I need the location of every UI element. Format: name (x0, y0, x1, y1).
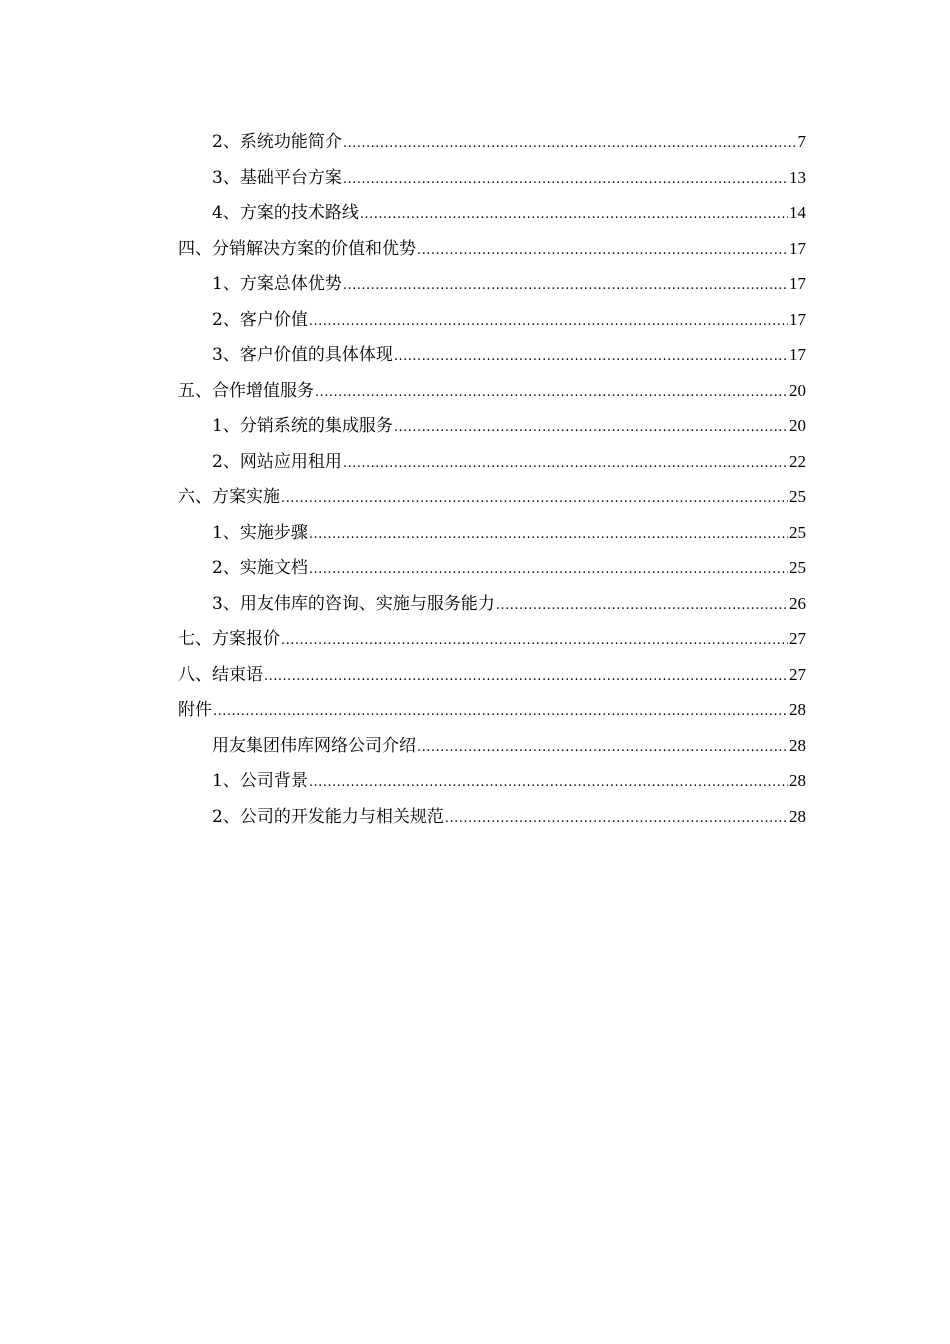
toc-entry[interactable] (178, 799, 806, 835)
toc-entry-title: 七、方案报价 (178, 629, 280, 649)
toc-dot-leader (281, 481, 788, 515)
toc-entry-page-number: 28 (789, 771, 806, 790)
toc-entry-page-number: 7 (797, 132, 806, 151)
toc-entry-page-number: 20 (789, 416, 806, 435)
toc-entry-title: 4、方案的技术路线 (212, 203, 359, 223)
toc-entry-title: 2、公司的开发能力与相关规范 (212, 806, 444, 827)
toc-entry-page-number: 17 (789, 238, 806, 258)
toc-entry-title: 1、实施步骤 (212, 522, 308, 543)
toc-entry-title: 八、结束语 (178, 664, 263, 685)
toc-dot-leader (343, 162, 788, 196)
toc-dot-leader (343, 126, 797, 160)
toc-entry-title: 2、客户价值 (212, 309, 308, 330)
toc-dot-leader (360, 197, 788, 231)
toc-entry-page-number: 28 (789, 806, 806, 826)
toc-entry-page-number: 25 (789, 487, 806, 506)
toc-entry[interactable] (178, 124, 806, 160)
toc-dot-leader (213, 694, 788, 728)
toc-entry-title: 2、实施文档 (212, 558, 308, 578)
toc-dot-leader (496, 588, 788, 622)
toc-entry-page-number: 25 (789, 522, 806, 542)
toc-entry-title: 1、公司背景 (212, 771, 308, 791)
toc-entry[interactable] (178, 657, 806, 693)
toc-entry[interactable] (178, 302, 806, 338)
toc-entry-title: 附件 (178, 700, 212, 720)
toc-dot-leader (281, 623, 788, 657)
toc-entry-page-number: 17 (789, 309, 806, 329)
toc-entry[interactable] (178, 231, 806, 267)
toc-entry-title: 2、网站应用租用 (212, 451, 342, 472)
toc-entry[interactable] (178, 266, 806, 302)
toc-dot-leader (264, 659, 788, 693)
toc-dot-leader (309, 765, 788, 799)
toc-entry-title: 3、基础平台方案 (212, 167, 342, 188)
toc-entry-title: 3、客户价值的具体体现 (212, 345, 393, 365)
toc-entry-page-number: 14 (789, 203, 806, 222)
toc-entry[interactable] (178, 479, 806, 515)
toc-entry[interactable] (178, 550, 806, 586)
toc-dot-leader (343, 446, 788, 480)
toc-entry[interactable] (178, 373, 806, 409)
toc-entry[interactable] (178, 515, 806, 551)
toc-entry[interactable] (178, 692, 806, 728)
toc-entry-page-number: 17 (789, 345, 806, 364)
toc-entry-page-number: 13 (789, 167, 806, 187)
toc-dot-leader (394, 410, 788, 444)
toc-entry-page-number: 27 (789, 664, 806, 684)
toc-dot-leader (343, 268, 788, 302)
toc-dot-leader (309, 552, 788, 586)
toc-entry[interactable] (178, 621, 806, 657)
toc-entry-page-number: 27 (789, 629, 806, 648)
toc-entry-page-number: 28 (789, 735, 806, 755)
toc-dot-leader (394, 339, 788, 373)
toc-entry[interactable] (178, 195, 806, 231)
toc-dot-leader (417, 233, 788, 267)
toc-entry-title: 用友集团伟库网络公司介绍 (212, 735, 416, 756)
toc-entry-title: 四、分销解决方案的价值和优势 (178, 238, 416, 259)
toc-entry[interactable] (178, 728, 806, 764)
toc-entry-page-number: 25 (789, 558, 806, 577)
toc-dot-leader (445, 801, 788, 835)
toc-entry[interactable] (178, 586, 806, 622)
toc-entry-title: 3、用友伟库的咨询、实施与服务能力 (212, 593, 495, 614)
toc-dot-leader (309, 304, 788, 338)
toc-entry-title: 1、方案总体优势 (212, 274, 342, 294)
toc-entry-page-number: 20 (789, 380, 806, 400)
toc-entry[interactable] (178, 444, 806, 480)
table-of-contents (178, 124, 806, 834)
toc-dot-leader (309, 517, 788, 551)
toc-entry[interactable] (178, 408, 806, 444)
toc-entry[interactable] (178, 337, 806, 373)
toc-entry-page-number: 17 (789, 274, 806, 293)
toc-dot-leader (417, 730, 788, 764)
toc-entry-title: 2、系统功能简介 (212, 132, 342, 152)
toc-entry-page-number: 22 (789, 451, 806, 471)
toc-entry[interactable] (178, 160, 806, 196)
toc-entry[interactable] (178, 763, 806, 799)
toc-entry-page-number: 26 (789, 593, 806, 613)
toc-entry-title: 1、分销系统的集成服务 (212, 416, 393, 436)
toc-entry-title: 六、方案实施 (178, 487, 280, 507)
toc-dot-leader (315, 375, 788, 409)
toc-entry-title: 五、合作增值服务 (178, 380, 314, 401)
toc-entry-page-number: 28 (789, 700, 806, 719)
